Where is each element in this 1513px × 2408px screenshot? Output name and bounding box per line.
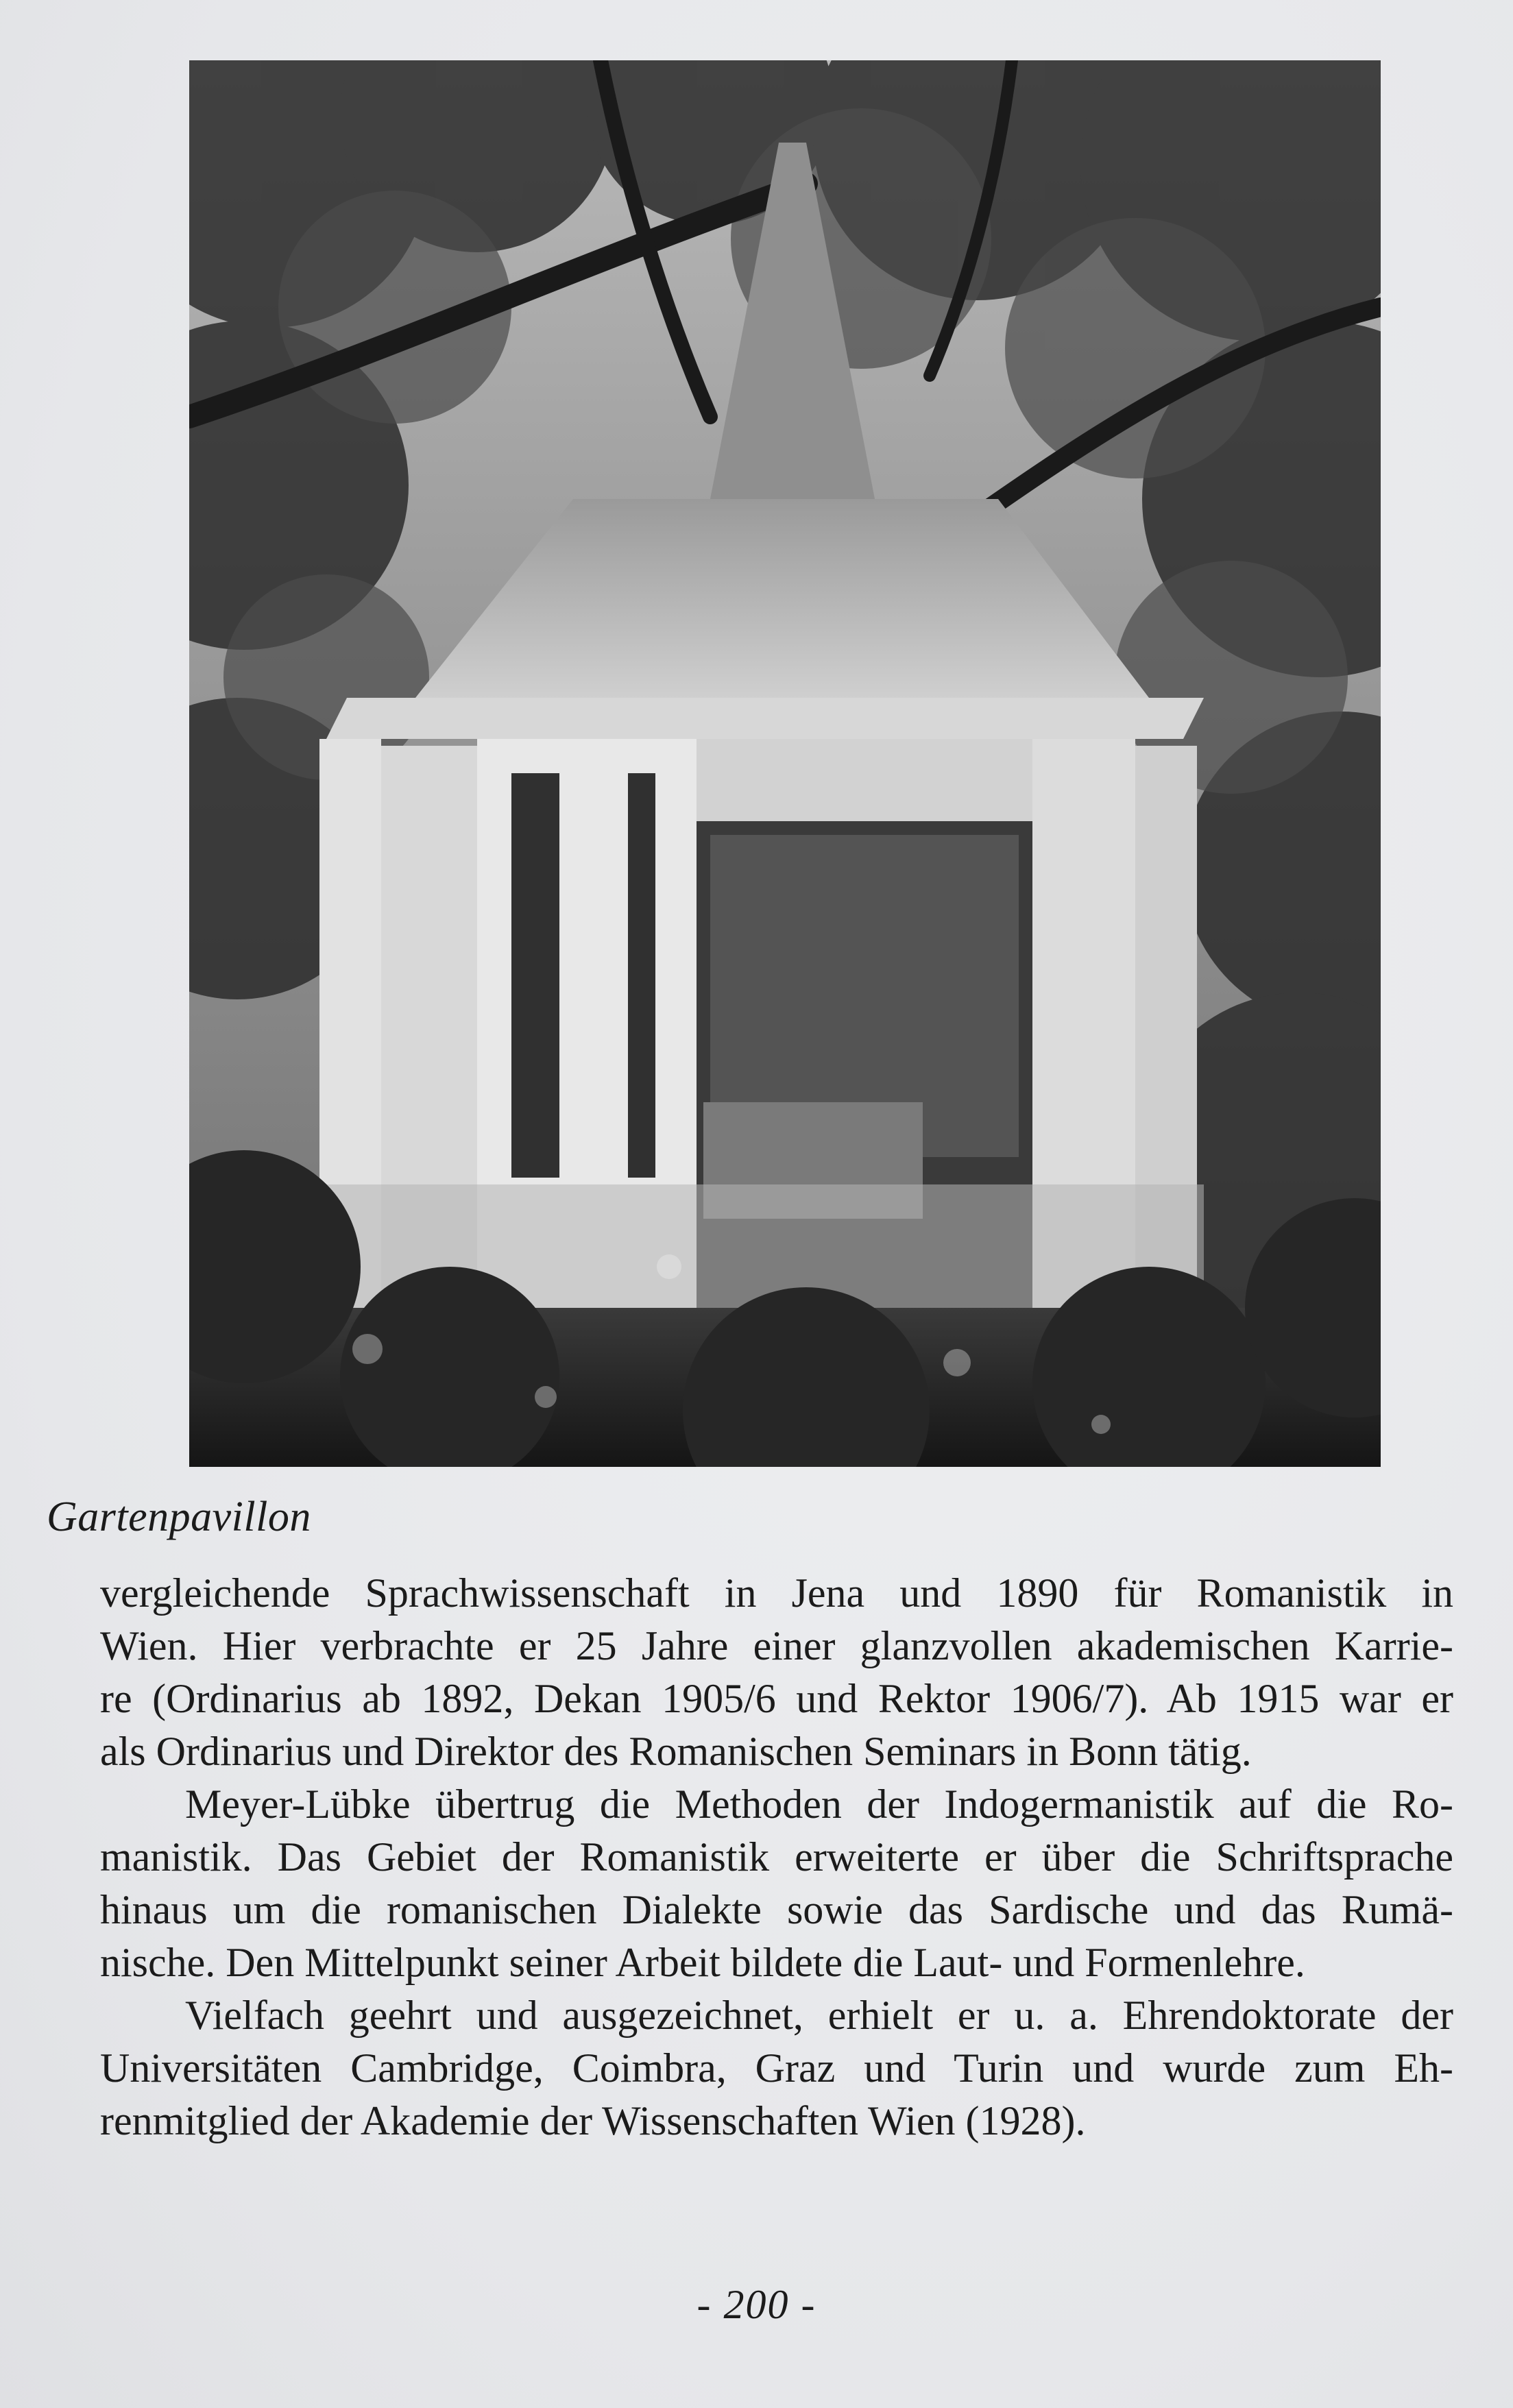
page-number: - 200 - xyxy=(697,2282,816,2327)
text-line: renmitglied der Akademie der Wissenschaften Wien (1928). xyxy=(100,2098,1086,2143)
text-line: nische. Den Mittelpunkt seiner Arbeit bildete die Laut- und Formenlehre. xyxy=(100,1940,1305,1985)
text-line: vergleichende Sprachwissenschaft in Jena und 1890 für Romanistik in xyxy=(100,1570,1453,1616)
photo-illustration xyxy=(189,60,1381,1467)
text-line: Wien. Hier verbrachte er 25 Jahre einer glanzvollen akademischen Karrie- xyxy=(100,1623,1453,1668)
text-line: hinaus um die romanischen Dialekte sowie das Sardische und das Rumä- xyxy=(100,1887,1453,1932)
text-line: manistik. Das Gebiet der Romanistik erweiterte er über die Schriftsprache xyxy=(100,1834,1453,1880)
text-line: Universitäten Cambridge, Coimbra, Graz und Turin und wurde zum Eh- xyxy=(100,2045,1453,2091)
text-line: re (Ordinarius ab 1892, Dekan 1905/6 und Rektor 1906/7). Ab 1915 war er xyxy=(100,1676,1453,1721)
text-line: als Ordinarius und Direktor des Romanischen Seminars in Bonn tätig. xyxy=(100,1729,1252,1774)
paragraph xyxy=(100,1567,1453,1778)
text-line: Meyer-Lübke übertrug die Methoden der Indogermanistik auf die Ro- xyxy=(185,1781,1453,1827)
body-text xyxy=(100,1567,1453,2148)
paragraph xyxy=(100,1778,1453,1989)
paragraph xyxy=(100,1989,1453,2148)
figure-caption: Gartenpavillon xyxy=(47,1494,311,1540)
garden-pavilion-photo xyxy=(189,60,1381,1467)
text-line: Vielfach geehrt und ausgezeichnet, erhielt er u. a. Ehrendoktorate der xyxy=(185,1993,1453,2038)
